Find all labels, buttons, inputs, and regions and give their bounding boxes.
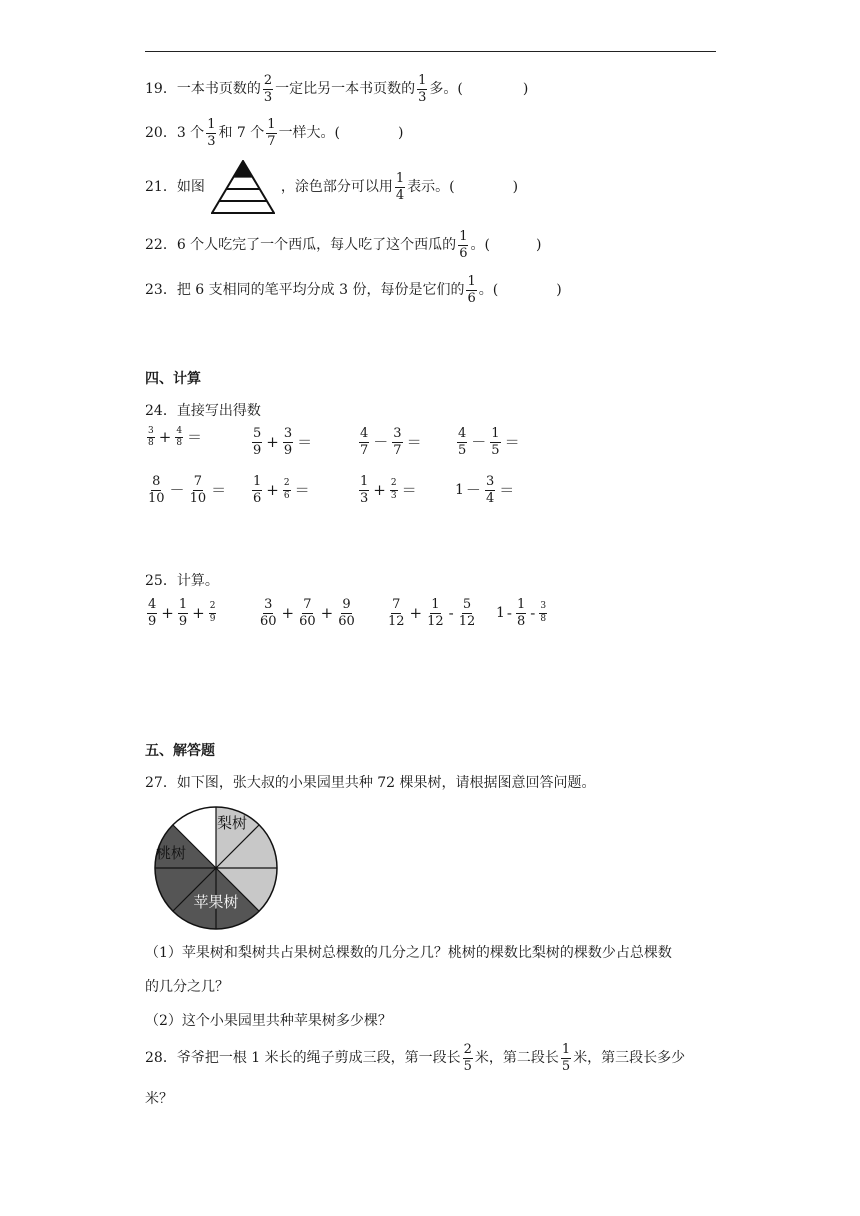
math-text: ＝ [294,480,310,499]
question-23 [145,275,562,305]
math-text: 1 [496,605,505,622]
fraction: $\frac{1}{9}$ [178,597,188,629]
arithmetic-expression [145,427,204,449]
arithmetic-expression [385,598,478,628]
question-24-title: 24．直接写出得数 [145,403,261,419]
fraction: $\frac{1}{6}$ [459,229,468,261]
fraction: $\frac{8}{10}$ [148,474,165,506]
question-text: 6 个人吃完了一个西瓜，每人吃了这个西瓜的 [176,237,457,254]
fraction: $\frac{1}{7}$ [267,117,276,149]
header-rule [145,51,716,52]
question-text: 表示。( [407,179,455,195]
math-text: ＝ [211,480,227,499]
question-27-part-1-cont: 的几分之几？ [145,979,229,995]
question-text: 。( [478,282,499,299]
question-number: 23． [145,282,177,299]
question-text: 一样大。( [278,125,341,142]
fraction: $\frac{1}{5}$ [561,1042,571,1074]
question-number: 21． [145,179,177,195]
math-text: + [161,603,174,622]
math-text: + [281,603,295,622]
math-text: - [530,603,536,622]
fraction: $\frac{3}{7}$ [393,426,402,458]
math-text: + [266,480,279,499]
question-text: 。( [470,237,490,254]
arithmetic-expression [455,475,516,505]
fraction: $\frac{1}{12}$ [427,597,444,629]
arithmetic-expression [455,427,522,457]
math-text: + [158,428,172,447]
fraction: $\frac{2}{9}$ [209,601,216,624]
fraction: $\frac{1}{6}$ [467,274,476,306]
math-text: ＝ [297,432,313,451]
arithmetic-expression [257,598,358,628]
math-text: + [373,480,386,499]
math-text: + [320,603,334,622]
orchard-pie-chart [150,804,282,932]
fraction: $\frac{2}{5}$ [463,1042,472,1074]
question-text: 米，第二段长 [474,1050,559,1067]
math-text: － [471,432,487,451]
question-text: 多。( [429,81,463,98]
question-text: 把 6 支相同的笔平均分成 3 份，每份是它们的 [176,282,465,299]
math-text: － [169,480,185,499]
math-text: ＝ [406,432,422,451]
fraction: $\frac{1}{8}$ [517,597,526,629]
fraction: $\frac{3}{4}$ [485,474,495,506]
math-text: － [465,480,481,499]
fraction: $\frac{4}{7}$ [360,426,369,458]
pie-label-apple: 苹果树 [193,893,239,911]
question-27-part-2: （2）这个小果园里共种苹果树多少棵？ [145,1013,392,1029]
pie-label-peach: 桃树 [155,844,187,862]
arithmetic-expression [357,427,424,457]
section-title: 五、解答题 [145,743,215,759]
fraction: $\frac{1}{3}$ [360,474,369,506]
question-20 [145,118,404,148]
arithmetic-expression [145,598,218,628]
question-27-part-1: （1）苹果树和梨树共占果树总棵数的几分之几？桃树的棵数比梨树的棵数少占总棵数 [145,945,672,961]
fraction: $\frac{2}{3}$ [390,478,397,501]
arithmetic-expression [250,427,314,457]
fraction: $\frac{1}{6}$ [253,474,262,506]
fraction: $\frac{4}{9}$ [148,597,157,629]
question-28-cont: 米？ [145,1091,173,1107]
question-text: ) [535,237,542,254]
fraction: $\frac{3}{9}$ [283,426,293,458]
pie-label-pear: 梨树 [216,814,248,832]
fraction: $\frac{4}{5}$ [458,426,467,458]
fraction: $\frac{1}{3}$ [207,117,216,149]
fraction: $\frac{1}{3}$ [418,73,427,105]
math-text: ＝ [187,428,203,447]
fraction: $\frac{1}{5}$ [491,426,500,458]
question-number: 19． [145,81,177,98]
question-text: ) [398,125,404,142]
math-text: - [448,603,454,622]
question-21 [145,160,518,214]
question-25-title: 25．计算。 [145,573,219,589]
math-text: ＝ [499,480,515,499]
fraction: $\frac{7}{60}$ [299,597,316,629]
question-19 [145,74,528,104]
fraction: $\frac{7}{12}$ [388,597,405,629]
question-text: 一本书页数的 [176,81,261,98]
question-text: 28．爷爷把一根 1 米长的绳子剪成三段，第一段长 [145,1050,461,1067]
fraction: $\frac{9}{60}$ [338,597,355,629]
math-text: + [266,432,279,451]
question-text: ，涂色部分可以用 [280,179,393,195]
question-text: 如图 [176,179,205,195]
fraction: $\frac{5}{9}$ [253,426,262,458]
fraction: $\frac{2}{6}$ [283,478,290,501]
question-number: 22． [145,237,177,254]
question-text: ) [522,81,529,98]
arithmetic-expression [496,598,549,628]
question-number: 20． [145,125,177,142]
fraction: $\frac{3}{8}$ [148,426,154,449]
arithmetic-expression [357,475,419,505]
fraction: $\frac{3}{8}$ [540,601,547,624]
fraction: $\frac{2}{3}$ [263,73,273,105]
question-text: 一定比另一本书页数的 [275,81,416,98]
math-text: 1 [455,482,464,499]
question-28 [145,1043,685,1073]
arithmetic-expression [145,475,228,505]
math-text: - [506,603,512,622]
section-title: 四、计算 [145,371,201,387]
math-text: － [373,432,389,451]
question-text: ) [512,179,519,195]
question-text: ) [556,282,562,299]
math-text: + [409,603,423,622]
question-text: 3 个 [176,125,205,142]
fraction: $\frac{7}{10}$ [189,474,207,506]
fraction: $\frac{3}{60}$ [260,597,277,629]
math-text: ＝ [504,432,520,451]
question-text: 米，第三段长多少 [573,1050,686,1067]
math-text: + [192,603,205,622]
arithmetic-expression [250,475,312,505]
fraction: $\frac{5}{12}$ [458,597,476,629]
question-27-title: 27．如下图，张大叔的小果园里共种 72 棵果树，请根据图意回答问题。 [145,775,596,791]
fraction: $\frac{1}{4}$ [395,170,405,203]
question-22 [145,230,541,260]
question-text: 和 7 个 [218,125,265,142]
fraction: $\frac{4}{8}$ [176,426,183,449]
triangle-figure [211,160,275,214]
math-text: ＝ [401,480,417,499]
